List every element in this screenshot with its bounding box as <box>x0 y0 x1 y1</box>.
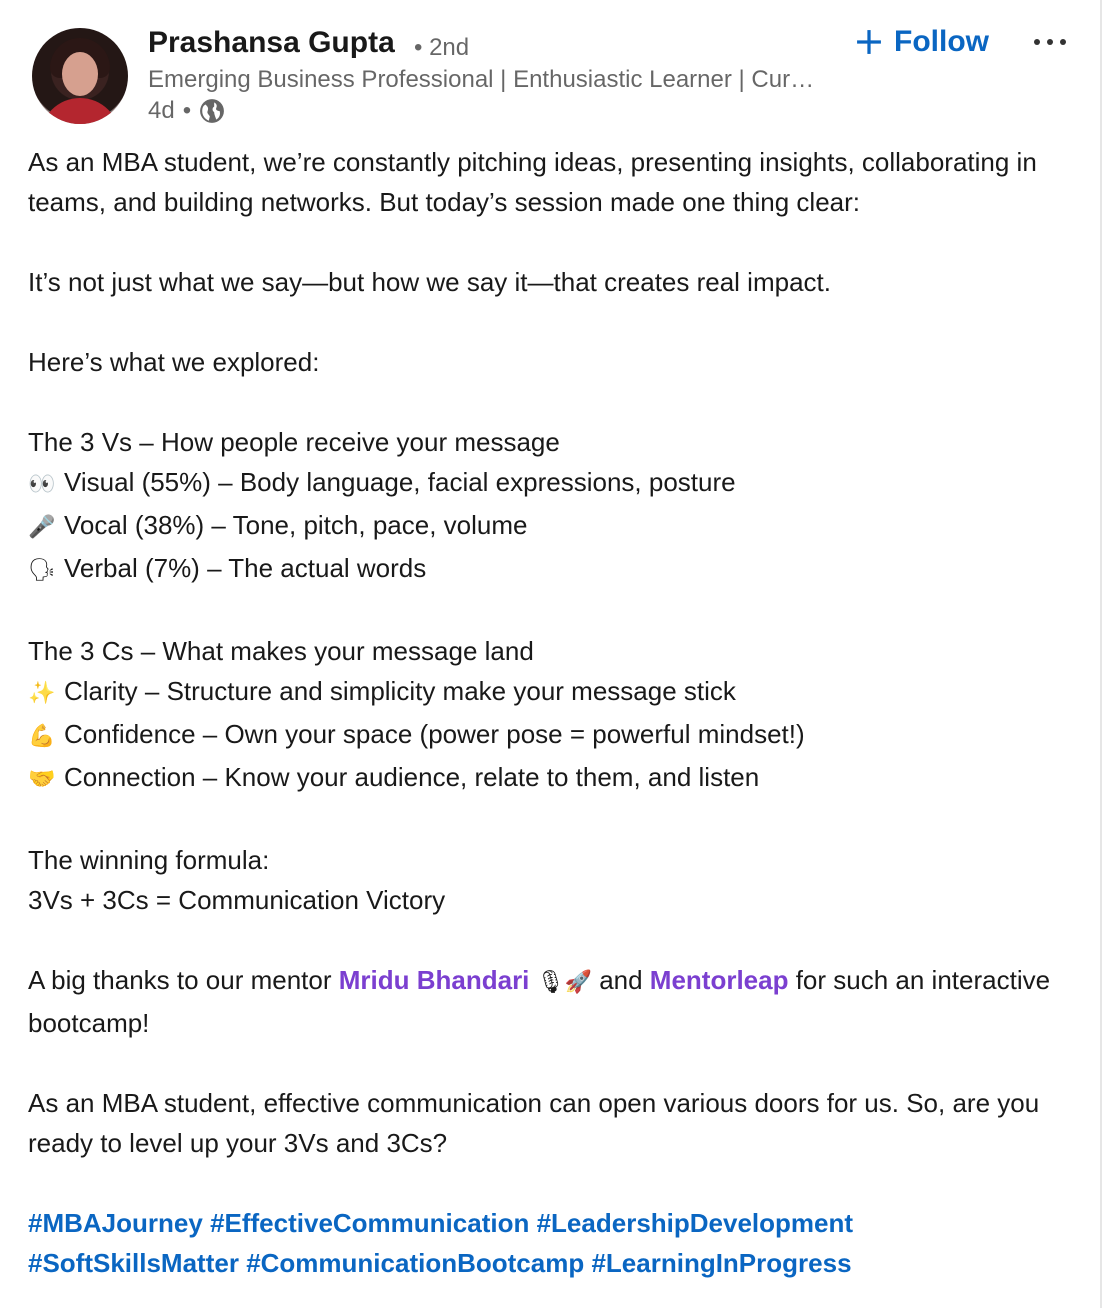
author-avatar[interactable] <box>32 28 128 124</box>
thanks-paragraph: A big thanks to our mentor Mridu Bhandari 🎙🚀 and Mentorleap for such an interactive bootcamp! <box>28 965 1051 1038</box>
connection-degree: • 2nd <box>414 34 470 61</box>
list-item: ✨ Clarity – Structure and simplicity make your message stick <box>28 671 1078 714</box>
sparkles-icon: ✨ <box>28 681 56 706</box>
author-name[interactable]: Prashansa Gupta <box>148 26 395 59</box>
hashtag-effectivecommunication[interactable]: #EffectiveCommunication <box>210 1208 530 1238</box>
hashtag-softskillsmatter[interactable]: #SoftSkillsMatter <box>28 1248 239 1278</box>
mention-mentorleap[interactable]: Mentorleap <box>649 965 789 995</box>
list-item: 💪 Confidence – Own your space (power pose = powerful mindset!) <box>28 714 1078 757</box>
speaking-head-icon: 🗣 <box>28 558 56 583</box>
post-meta <box>148 97 225 125</box>
list-item: 👀 Visual (55%) – Body language, facial expressions, posture <box>28 462 1078 505</box>
post-impact: It’s not just what we say—but how we say it—that creates real impact. <box>28 267 831 297</box>
microphone-icon: 🎤 <box>28 515 56 540</box>
hashtag-leadershipdevelopment[interactable]: #LeadershipDevelopment <box>536 1208 854 1238</box>
vs-heading: The 3 Vs – How people receive your message <box>28 427 560 457</box>
list-item: 🗣 Verbal (7%) – The actual words <box>28 548 1078 591</box>
more-options-icon[interactable] <box>1028 24 1072 60</box>
formula-heading: The winning formula: <box>28 845 270 875</box>
cs-heading: The 3 Cs – What makes your message land <box>28 636 534 666</box>
closing-paragraph: As an MBA student, effective communication can open various doors for us. So, are you ready to level up your 3Vs and 3Cs? <box>28 1088 1040 1158</box>
author-headline: Emerging Business Professional | Enthusiastic Learner | Cur… <box>148 66 815 93</box>
hashtag-learninginprogress[interactable]: #LearningInProgress <box>591 1248 852 1278</box>
follow-label: Follow <box>894 25 989 58</box>
hashtag-mbajourney[interactable]: #MBAJourney <box>28 1208 203 1238</box>
meta-separator: • <box>182 97 192 124</box>
hashtag-communicationbootcamp[interactable]: #CommunicationBootcamp <box>246 1248 585 1278</box>
post-intro: As an MBA student, we’re constantly pitching ideas, presenting insights, collaborating in teams, and building networks. But today’s session made one thing clear: <box>28 147 1037 217</box>
eyes-icon: 👀 <box>28 472 56 497</box>
post-time: 4d <box>148 97 175 124</box>
plus-icon <box>856 29 882 55</box>
hashtag-line <box>28 1203 1078 1283</box>
post-body <box>28 142 1078 1283</box>
handshake-icon: 🤝 <box>28 767 56 792</box>
list-item: 🤝 Connection – Know your audience, relate to them, and listen <box>28 757 1078 800</box>
post-explored: Here’s what we explored: <box>28 347 320 377</box>
list-item: 🎤 Vocal (38%) – Tone, pitch, pace, volume <box>28 505 1078 548</box>
mention-mridu-bhandari[interactable]: Mridu Bhandari <box>338 965 530 995</box>
flexed-biceps-icon: 💪 <box>28 724 56 749</box>
formula: 3Vs + 3Cs = Communication Victory <box>28 885 446 915</box>
follow-button[interactable] <box>856 22 989 62</box>
globe-icon <box>199 98 225 124</box>
studio-mic-rocket-icon: 🎙🚀 <box>536 970 592 995</box>
